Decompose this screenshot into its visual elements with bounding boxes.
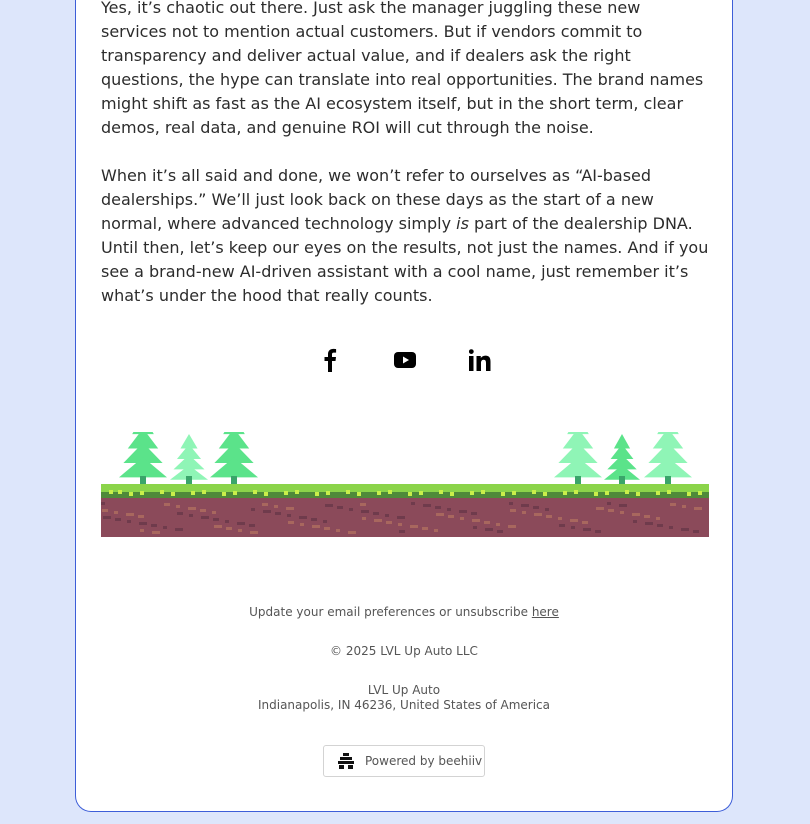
beehive-icon [337, 753, 355, 769]
youtube-link[interactable] [385, 340, 425, 380]
article-paragraph: Yes, it’s chaotic out there. Just ask the manager juggling these new services not to mention actual customers. But if vendors commit to transparency and deliver actual value, and if dealers ask the right questions, the hype can translate into real opportunities. The brand names might shift as fast as the AI ecosystem itself, but in the short term, clear demos, real data, and genuine ROI will cut through the noise. [101, 0, 704, 137]
linkedin-icon [469, 349, 491, 371]
preferences-text: Update your email preferences or unsubscribe [249, 605, 532, 619]
powered-by-label: Powered by beehiiv [365, 754, 483, 768]
social-links [76, 340, 732, 380]
article-paragraph-closing [101, 164, 711, 308]
facebook-link[interactable] [310, 340, 350, 380]
paragraph-text: part of the dealership DNA. Until then, let’s keep our eyes on the results, not just the names. And if you see a brand-new AI-driven assistant with a cool name, just remember it’s what’s under the hood that really counts. [101, 214, 709, 305]
tree-group-left [119, 432, 258, 486]
company-name: LVL Up Auto [367, 683, 441, 697]
tree [170, 434, 208, 486]
pixel-forest-illustration [101, 432, 709, 557]
tree-group-right [554, 432, 692, 486]
tree [119, 432, 167, 486]
facebook-icon [323, 348, 337, 372]
tree [604, 434, 640, 486]
linkedin-link[interactable] [460, 340, 500, 380]
unsubscribe-link[interactable]: here [531, 605, 559, 619]
preferences-line [76, 605, 732, 620]
tree [210, 432, 258, 486]
tree [644, 432, 692, 486]
powered-by-beehiiv-badge[interactable] [323, 745, 485, 777]
paragraph-text: When it’s all said and done, we won’t refer to ourselves as “AI-based dealerships.” We’ll just look back on these days as the start of a new normal, where advanced technology simply [101, 166, 654, 233]
newsletter-card [75, 0, 733, 812]
company-address: Indianapolis, IN 46236, United States of America [257, 698, 550, 712]
tree [554, 432, 602, 486]
copyright-text: © 2025 LVL Up Auto LLC [330, 644, 478, 658]
emphasis-text: is [456, 214, 469, 233]
ground-strip [101, 484, 709, 537]
youtube-icon [394, 352, 416, 368]
